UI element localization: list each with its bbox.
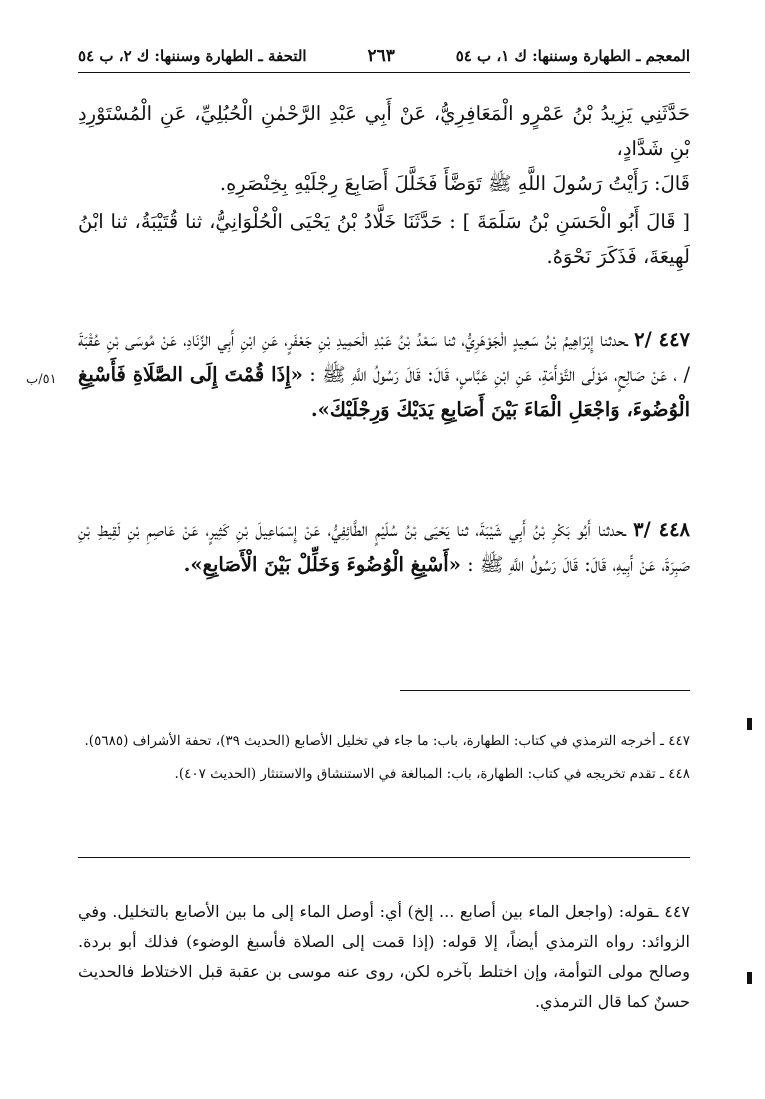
hadith-number: ٤٤٧ /٢: [634, 328, 691, 351]
header-right-title: المعجم ـ الطهارة وسننها: ك ١، ب ٥٤: [455, 47, 690, 65]
header-left-title: التحفة ـ الطهارة وسننها: ك ٢، ب ٥٤: [78, 47, 307, 65]
bracket-open: [: [682, 210, 690, 233]
hadith-number: ٤٤٨ /٣: [633, 518, 691, 541]
commentary-447: ٤٤٧ ـقوله: (واجعل الماء بين أصابع ... إلخ) أي: أوصل الماء إلى ما بين الأصابع بالتخليل. وفي الزوائد: رواه الترمذي أيضاً، إلا قوله: (إذا قمت إلى الصلاة فأسبغ الوضوء) فذلك أبو بردة. وصالح مولى التوأمة، وإن اختلط بآخره لكن، روى عنه موسى بن عقبة قبل الاختلاط فالحديث حسنٌ كما قال الترمذي.: [78, 902, 690, 1011]
abul-hasan-paragraph: [78, 204, 690, 274]
running-header: [78, 42, 690, 70]
footnote-447: ٤٤٧ ـ أخرجه الترمذي في كتاب: الطهارة، باب: ما جاء في تخليل الأصابع (الحديث ٣٩)، تحفة الأشراف (٥٦٨٥).: [84, 733, 690, 749]
bracket-close: ]: [462, 210, 471, 233]
footnote-448: ٤٤٨ ـ تقدم تخريجه في كتاب: الطهارة، باب: المبالغة في الاستنشاق والاستنثار (الحديث ٤٠٧).: [174, 766, 690, 782]
manuscript-folio-marker: ٥١/ب: [26, 372, 57, 387]
commentary-divider: [78, 857, 690, 858]
continuation-line-2: قَالَ: رَأَيْتُ رَسُولَ اللَّهِ ﷺ تَوَضَّأَ فَخَلَّلَ أَصَابِعَ رِجْلَيْهِ بِخِنْصَرِهِ.: [219, 172, 690, 195]
page-number: ٢٦٣: [367, 46, 395, 66]
hadith-chain: ـحدثنا إِبْرَاهِيمُ بْنُ سَعِيدٍ الْجَوْهَرِيُّ، ثنا سَعْدُ بْنُ عَبْدِ الْحَمِيدِ بْنِ جَعْفَرٍ، عَنِ ابْنِ أَبِي الزِّنَادِ، عَنْ مُوسَى بْنِ عُقْبَةَ / ، عَنْ صَالِحٍ، مَوْلَى التَّوْأَمَةِ، عَنِ ابْنِ عَبَّاسٍ، قَالَ: قَالَ رَسُولُ اللَّهِ ﷺ :: [78, 328, 691, 386]
hadith-447: [78, 322, 690, 427]
footnote-divider: [400, 690, 690, 691]
margin-tick: [747, 972, 752, 984]
hadith-448: [78, 512, 690, 582]
hadith-quote: «إِذَا قُمْتَ إِلَى الصَّلَاةِ فَأَسْبِغِ الْوُضُوءَ، وَاجْعَلِ الْمَاءَ بَيْنَ أَصَابِعِ يَدَيْكَ وَرِجْلَيْكَ».: [78, 363, 690, 421]
abul-hasan-speaker: قَالَ أَبُو الْحَسَنِ بْنُ سَلَمَةَ: [477, 210, 676, 233]
continuation-line-1: حَدَّثَنِي يَزِيدُ بْنُ عَمْرٍو الْمَعَافِرِيُّ، عَنْ أَبِي عَبْدِ الرَّحْمٰنِ الْحُبُلِيِّ، عَنِ الْمُسْتَوْرِدِ بْنِ شَدَّادٍ،: [78, 102, 690, 160]
hadith-quote: «أَسْبِغِ الْوُضُوءَ وَخَلِّلْ بَيْنَ الْأَصَابِعِ».: [183, 553, 461, 576]
commentary: [78, 897, 690, 1017]
abul-hasan-text: : حَدَّثَنَا خَلَّادُ بْنُ يَحْيَى الْحُلْوَانِيُّ، ثنا قُتَيْبَةُ، ثنا ابْنُ لَهِيعَةَ، فَذَكَرَ نَحْوَهُ.: [78, 210, 690, 268]
header-divider: [78, 72, 690, 73]
continuation-paragraph: [78, 96, 690, 201]
footnotes: [78, 728, 690, 794]
hadith-chain: ـحدثنا أَبُو بَكْرِ بْنُ أَبِي شَيْبَةَ، ثنا يَحْيَى بْنُ سُلَيْمٍ الطَّائِفِيُّ، عَنْ إِسْمَاعِيلَ بْنِ كَثِيرٍ، عَنْ عَاصِمِ بْنِ لَقِيطِ بْنِ صَبِرَةَ، عَنْ أَبِيهِ، قَالَ: قَالَ رَسُولُ اللَّهِ ﷺ :: [78, 518, 690, 576]
margin-tick: [747, 718, 752, 730]
